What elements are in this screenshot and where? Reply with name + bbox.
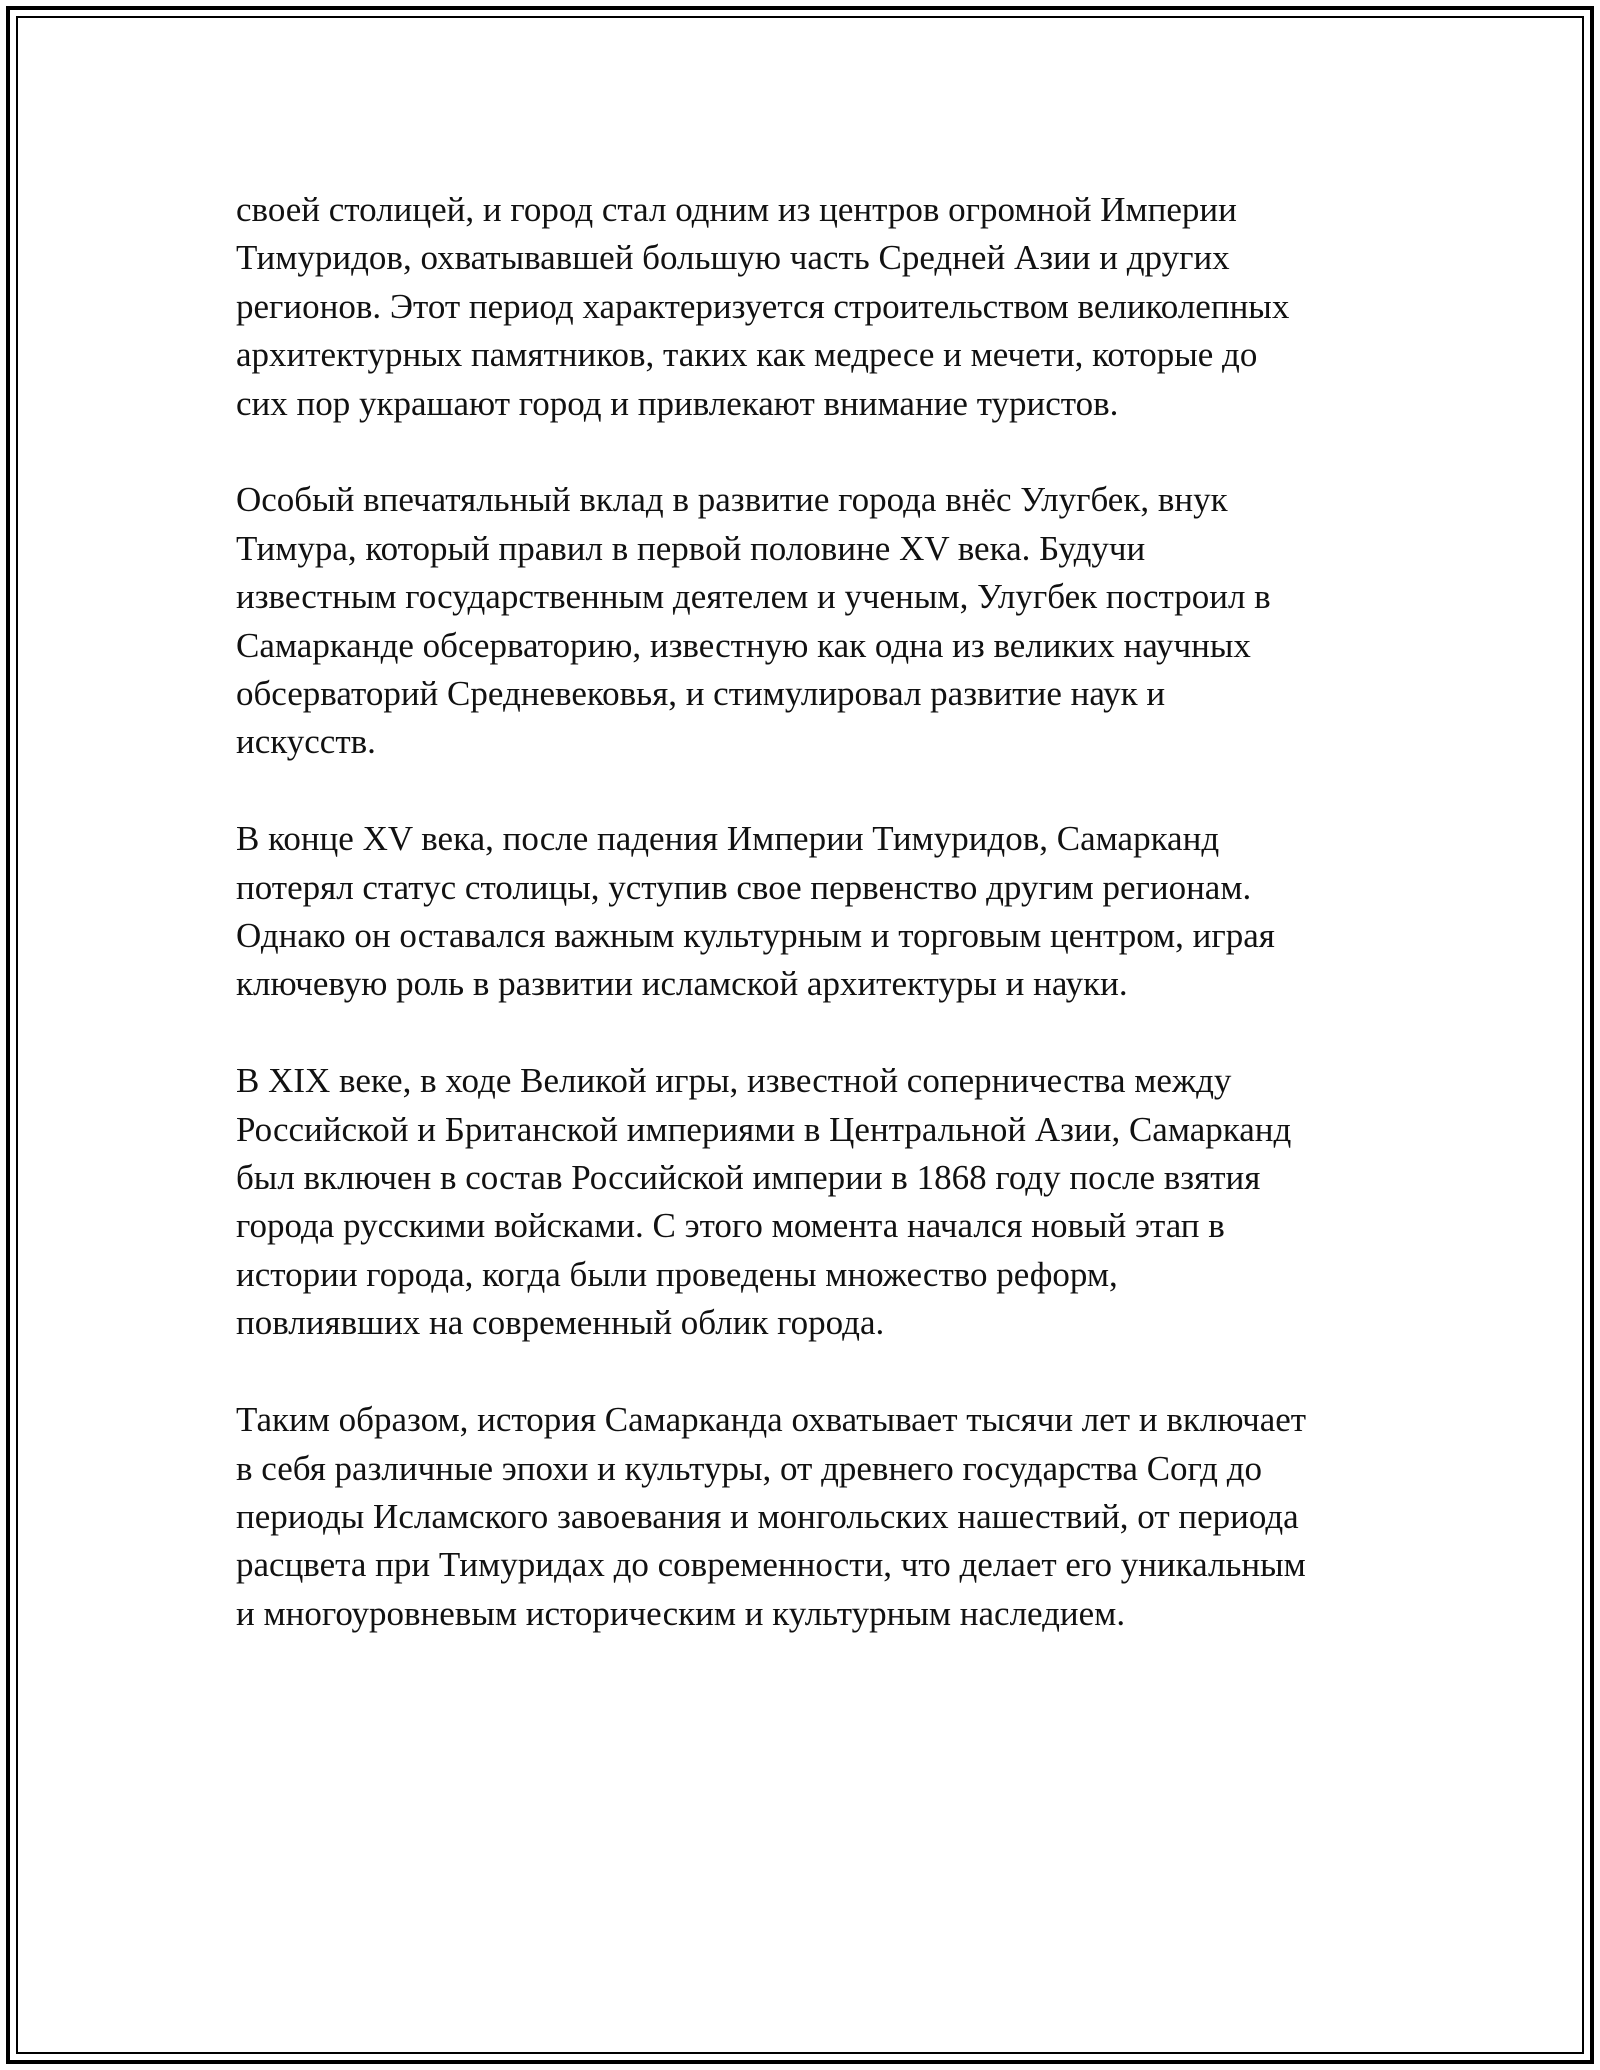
document-body [236, 186, 1376, 1638]
paragraph-ulugbek: Особый впечатяльный вклад в развитие города внёс Улугбек, внук Тимура, который правил в первой половине XV века. Будучи известным государственным деятелем и ученым, Улугбек построил в Самарканде обсерваторию, известную как одна из великих научных обсерваторий Средневековья, и стимулировал развитие наук и искусств. [236, 480, 1271, 762]
paragraph-end-of-xv-century: В конце XV века, после падения Империи Тимуридов, Самарканд потерял статус столицы, уступив свое первенство другим регионам. Однако он оставался важным культурным и торговым центром, играя ключевую роль в развитии исламской архитектуры и науки. [236, 819, 1275, 1004]
paragraph-xix-century: В XIX веке, в ходе Великой игры, известной соперничества между Российской и Британской империями в Центральной Азии, Самарканд был включен в состав Российской империи в 1868 году после взятия города русскими войсками. С этого момента начался новый этап в истории города, когда были проведены множество реформ, повлиявших на современный облик города. [236, 1061, 1292, 1343]
paragraph-timurid-capital: своей столицей, и город стал одним из центров огромной Империи Тимуридов, охватывавшей большую часть Средней Азии и других регионов. Этот период характеризуется строительством великолепных архитектурных памятников, таких как медресе и мечети, которые до сих пор украшают город и привлекают внимание туристов. [236, 190, 1290, 423]
paragraph-conclusion: Таким образом, история Самарканда охватывает тысячи лет и включает в себя различные эпохи и культуры, от древнего государства Согд до периоды Исламского завоевания и монгольских нашествий, от периода расцвета при Тимуридах до современности, что делает его уникальным и многоуровневым историческим и культурным наследием. [236, 1400, 1307, 1633]
